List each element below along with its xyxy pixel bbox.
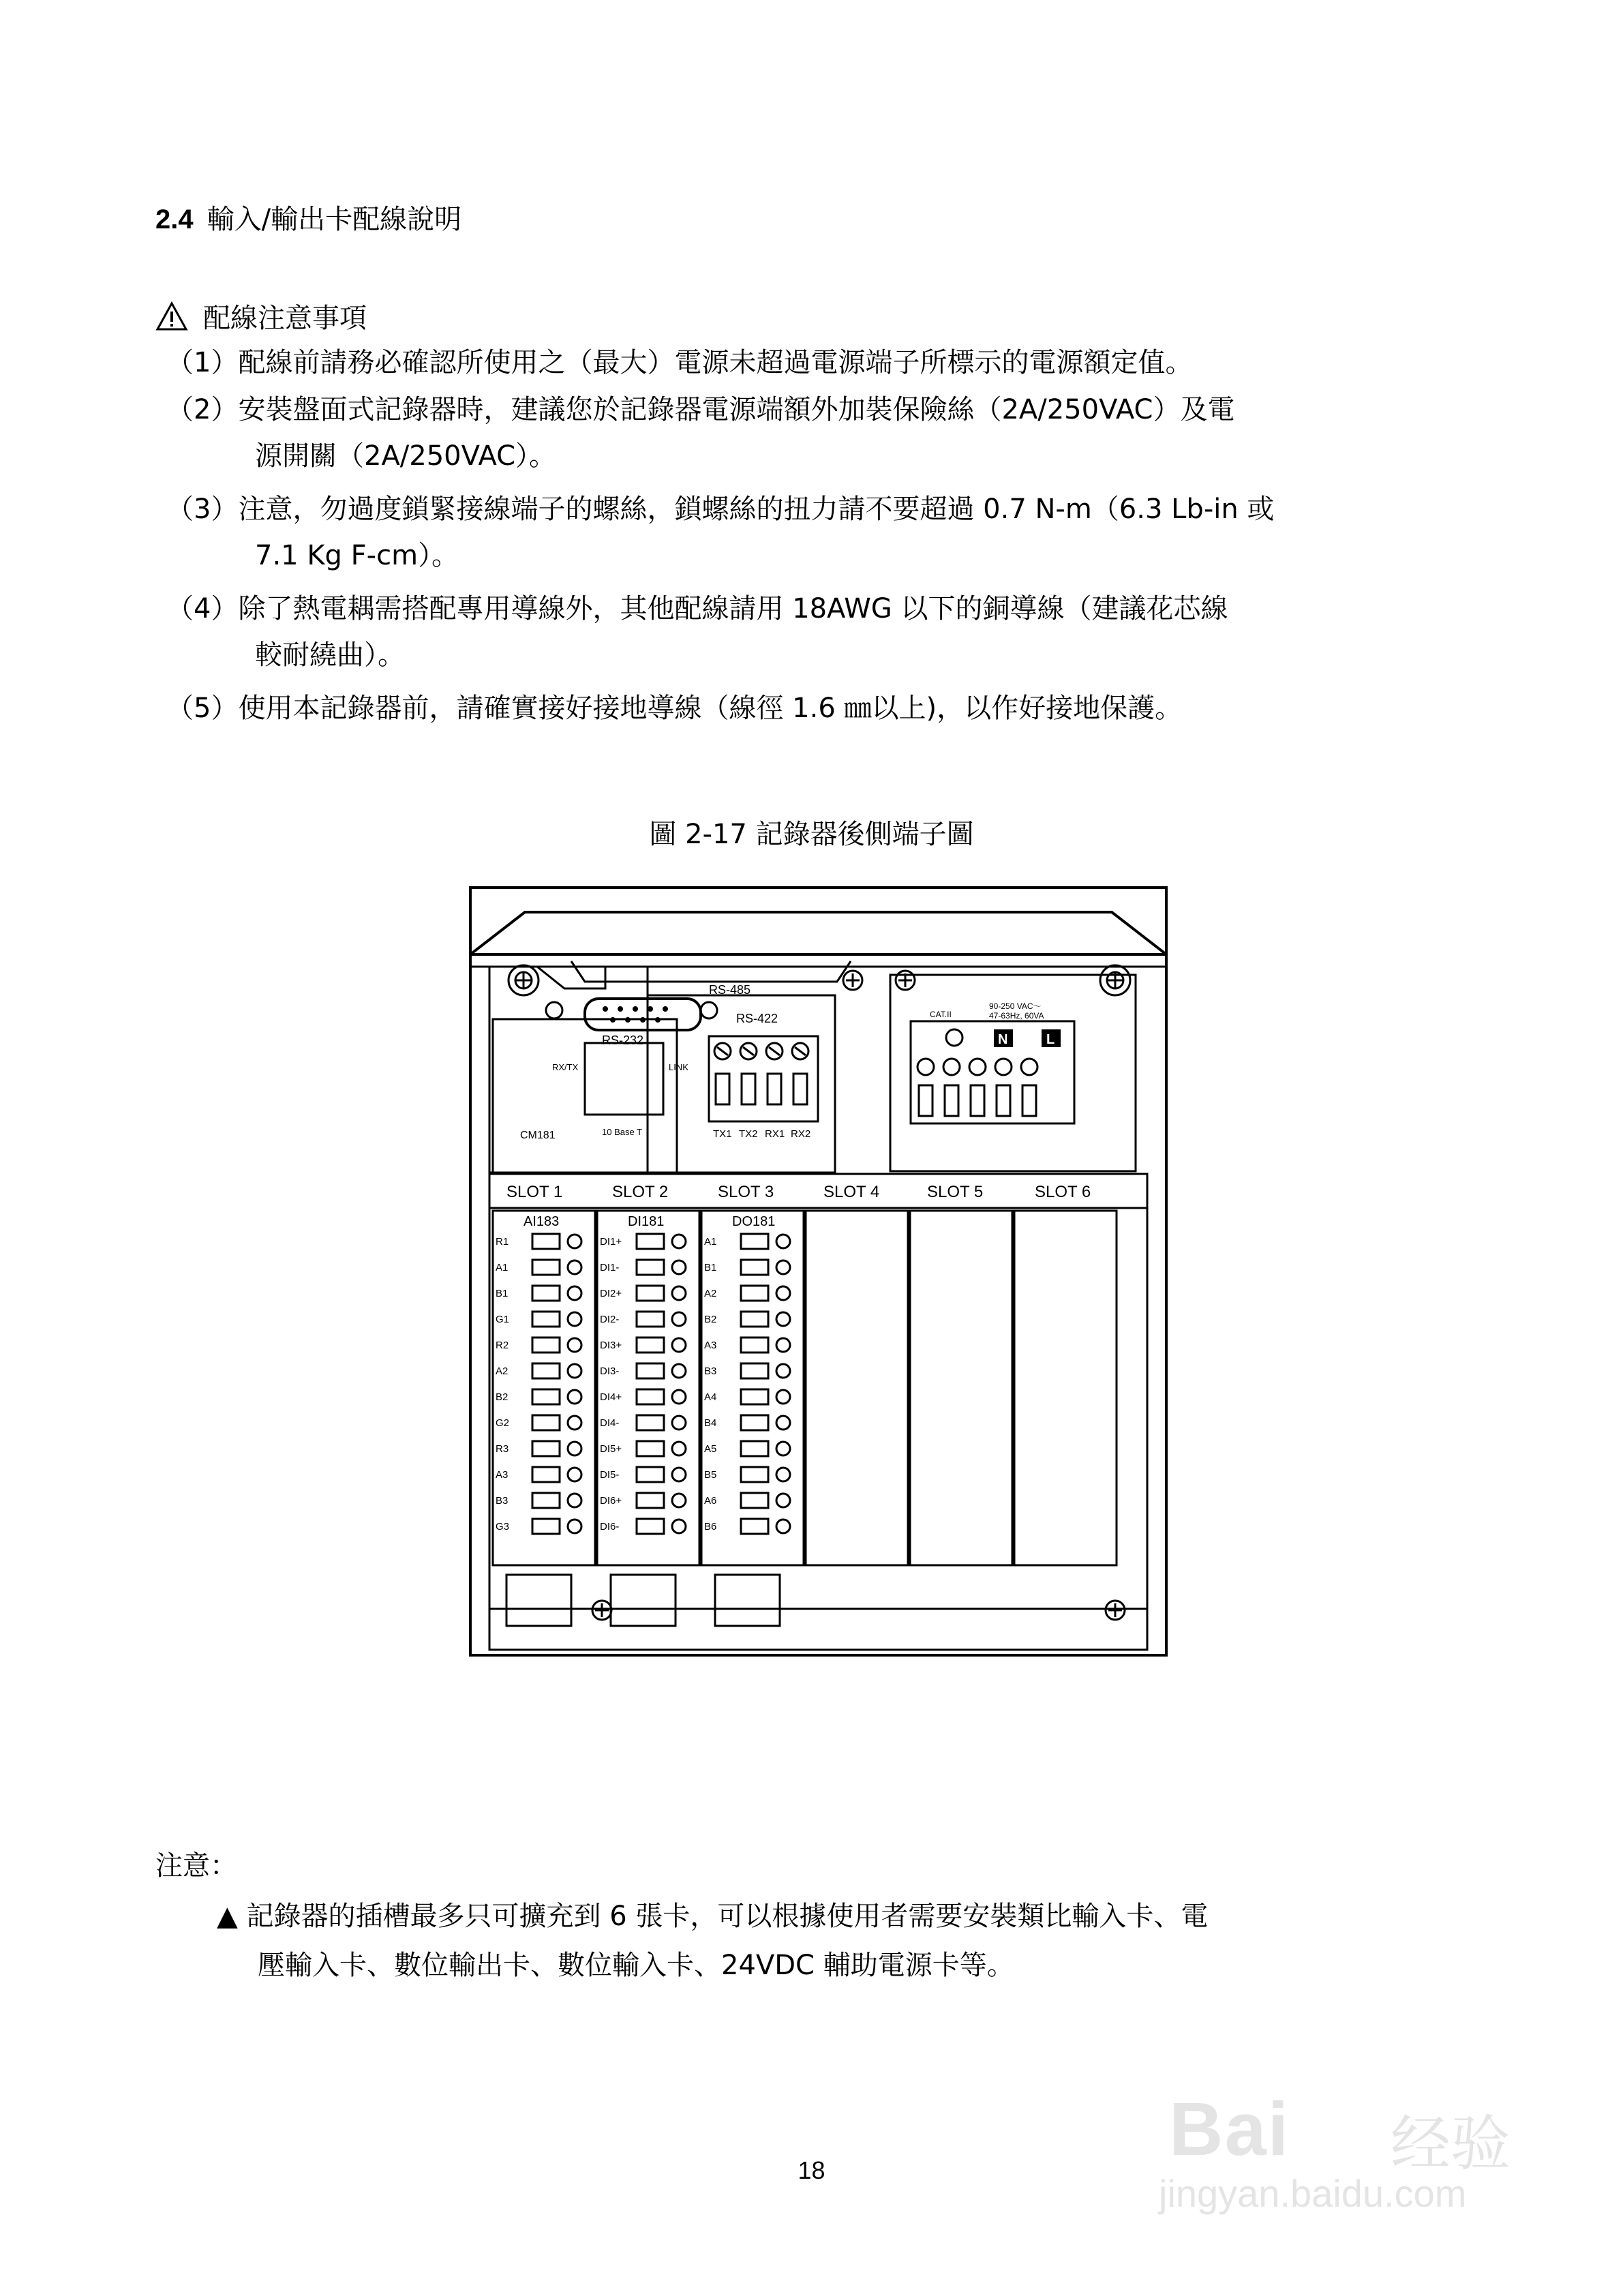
terminal-screw: [776, 1235, 790, 1248]
pin-label: B3: [496, 1495, 509, 1507]
terminal-clamp: [637, 1389, 664, 1404]
terminal-clamp: [741, 1493, 768, 1508]
pin-label: B1: [704, 1262, 717, 1273]
terminal-screw: [672, 1260, 686, 1274]
note-line-2: 壓輸入卡、數位輸出卡、數位輸入卡、24VDC 輔助電源卡等。: [258, 1950, 1014, 1981]
terminal-screw: [776, 1312, 790, 1326]
terminal-screw: [568, 1260, 581, 1274]
wiring-note-continuation: 7.1 Kg F-cm）。: [255, 540, 459, 571]
section-number: 2.4: [155, 205, 194, 235]
terminal-clamp: [637, 1493, 664, 1508]
note-line-1: ▲ 記錄器的插槽最多只可擴充到 6 張卡，可以根據使用者需要安裝類比輸入卡、電: [217, 1901, 1209, 1932]
terminal-clamp: [741, 1338, 768, 1353]
terminal-screw: [568, 1235, 581, 1248]
section-heading: [155, 198, 461, 237]
wiring-note-continuation: 源開關（2A/250VAC）。: [255, 440, 557, 472]
section-title: 輸入/輸出卡配線說明: [207, 204, 462, 235]
terminal-clamp: [637, 1467, 664, 1482]
terminal-screw: [672, 1390, 686, 1404]
terminal-screw: [672, 1312, 686, 1326]
warning-icon: [155, 301, 188, 331]
wiring-note-text: （3）注意，勿過度鎖緊接線端子的螺絲，鎖螺絲的扭力請不要超過 0.7 N-m（6.3 Lb-in 或: [166, 494, 1275, 525]
pin-label: DI3-: [600, 1365, 620, 1377]
terminal-screw: [776, 1442, 790, 1455]
pin-label: B3: [704, 1365, 717, 1377]
terminal-screw: [776, 1494, 790, 1507]
terminal-screw: [568, 1286, 581, 1300]
pin-label: A2: [704, 1288, 717, 1299]
pin-label: A2: [496, 1365, 509, 1377]
note-body: [217, 1892, 1444, 1990]
pin-label: G1: [496, 1314, 510, 1325]
wiring-note-text: （2）安裝盤面式記錄器時，建議您於記錄器電源端額外加裝保險絲（2A/250VAC）及電: [166, 394, 1235, 425]
terminal-clamp: [532, 1467, 560, 1482]
terminal-clamp: [637, 1234, 664, 1249]
terminal-clamp: [532, 1363, 560, 1378]
terminal-clamp: [532, 1441, 560, 1456]
wiring-note-text: （1）配線前請務必確認所使用之（最大）電源未超過電源端子所標示的電源額定值。: [166, 347, 1193, 378]
terminal-screw: [568, 1338, 581, 1352]
terminal-screw: [672, 1442, 686, 1455]
pin-label: DI3+: [600, 1340, 622, 1351]
slot-1-label: SLOT 1: [506, 1183, 563, 1201]
watermark-url: jingyan.baidu.com: [1159, 2172, 1467, 2215]
wiring-note-4: [166, 586, 1407, 678]
terminal-clamp: [532, 1519, 560, 1534]
pin-label: B1: [496, 1288, 509, 1299]
pin-label: G3: [496, 1521, 510, 1532]
card-2-name: DI181: [628, 1214, 665, 1229]
terminal-clamp: [741, 1441, 768, 1456]
terminal-tx2-label: TX2: [739, 1128, 758, 1140]
terminal-screw: [776, 1338, 790, 1352]
terminal-clamp: [637, 1338, 664, 1353]
watermark-brand-cn: 经验: [1391, 2109, 1511, 2179]
rxtx-label: RX/TX: [552, 1062, 579, 1072]
terminal-screw: [672, 1286, 686, 1300]
terminal-clamp: [741, 1519, 768, 1534]
terminal-screw: [672, 1468, 686, 1481]
terminal-clamp: [532, 1389, 560, 1404]
terminal-clamp: [532, 1338, 560, 1353]
pin-label: B4: [704, 1417, 717, 1429]
module-label: CM181: [520, 1130, 556, 1141]
pin-label: A3: [704, 1340, 717, 1351]
terminal-tx1-label: TX1: [713, 1128, 732, 1140]
pin-label: DI5-: [600, 1469, 620, 1481]
power-l-label: L: [1046, 1032, 1055, 1047]
terminal-clamp: [637, 1441, 664, 1456]
wiring-note-text: （4）除了熱電耦需搭配專用導線外，其他配線請用 18AWG 以下的銅導線（建議花芯線: [166, 593, 1228, 624]
power-n-label: N: [998, 1032, 1008, 1047]
terminal-screw: [568, 1494, 581, 1507]
terminal-clamp: [637, 1260, 664, 1275]
terminal-screw: [568, 1390, 581, 1404]
terminal-screw: [672, 1416, 686, 1430]
pin-label: R1: [496, 1236, 509, 1248]
pin-label: A1: [704, 1236, 717, 1248]
terminal-clamp: [741, 1467, 768, 1482]
pin-label: DI2-: [600, 1314, 620, 1325]
page-number: 18: [798, 2156, 825, 2184]
terminal-screw: [672, 1235, 686, 1248]
terminal-clamp: [637, 1286, 664, 1301]
terminal-screw: [568, 1468, 581, 1481]
base-label: 10 Base T: [602, 1127, 643, 1137]
pin-label: DI2+: [600, 1288, 622, 1299]
terminal-clamp: [741, 1363, 768, 1378]
power-spec2-label: 47-63Hz, 60VA: [989, 1011, 1044, 1021]
terminal-screw: [776, 1286, 790, 1300]
terminal-screw: [672, 1364, 686, 1378]
pin-label: DI1+: [600, 1236, 622, 1248]
rear-terminal-diagram: [469, 886, 1168, 1657]
wiring-note-5: [166, 685, 1407, 731]
terminal-screw: [776, 1364, 790, 1378]
terminal-screw: [776, 1520, 790, 1533]
pin-label: DI6+: [600, 1495, 622, 1507]
terminal-clamp: [741, 1260, 768, 1275]
terminal-screw: [568, 1520, 581, 1533]
wiring-notes-title: [155, 297, 367, 335]
pin-label: A1: [496, 1262, 509, 1273]
power-spec1-label: 90-250 VAC～: [989, 1001, 1042, 1011]
pin-label: R2: [496, 1340, 509, 1351]
pin-label: DI4+: [600, 1391, 622, 1403]
power-cat-label: CAT.II: [930, 1010, 952, 1019]
terminal-screw: [568, 1364, 581, 1378]
terminal-clamp: [637, 1312, 664, 1327]
terminal-clamp: [637, 1519, 664, 1534]
terminal-screw: [776, 1390, 790, 1404]
pin-label: A4: [704, 1391, 717, 1403]
wiring-note-2: [166, 387, 1407, 479]
terminal-clamp: [741, 1415, 768, 1430]
terminal-clamp: [741, 1312, 768, 1327]
terminal-screw: [568, 1442, 581, 1455]
terminal-clamp: [532, 1286, 560, 1301]
rs422-label: RS-422: [736, 1012, 778, 1025]
note-title: 注意：: [155, 1850, 237, 1882]
terminal-clamp: [741, 1389, 768, 1404]
pin-label: G2: [496, 1417, 510, 1429]
terminal-screw: [672, 1494, 686, 1507]
terminal-clamp: [532, 1415, 560, 1430]
terminal-rx1-label: RX1: [765, 1128, 785, 1140]
pin-label: B2: [704, 1314, 717, 1325]
terminal-screw: [568, 1312, 581, 1326]
rs485-label: RS-485: [709, 983, 751, 997]
figure-caption: 圖 2-17 記錄器後側端子圖: [649, 819, 974, 850]
terminal-clamp: [637, 1415, 664, 1430]
terminal-clamp: [532, 1234, 560, 1249]
wiring-note-continuation: 較耐繞曲）。: [255, 639, 405, 671]
card-3-name: DO181: [732, 1214, 776, 1229]
pin-label: DI6-: [600, 1521, 620, 1532]
wiring-note-text: （5）使用本記錄器前，請確實接好接地導線（線徑 1.6 ㎜以上)，以作好接地保護。: [166, 693, 1183, 724]
terminal-screw: [568, 1416, 581, 1430]
terminal-screw: [672, 1338, 686, 1352]
wiring-note-3: [166, 486, 1407, 579]
terminal-screw: [672, 1520, 686, 1533]
slot-2-label: SLOT 2: [612, 1183, 669, 1201]
pin-label: B5: [704, 1469, 717, 1481]
slot-6-label: SLOT 6: [1035, 1183, 1091, 1201]
pin-label: DI1-: [600, 1262, 620, 1273]
card-1-name: AI183: [524, 1214, 560, 1229]
pin-label: A3: [496, 1469, 509, 1481]
terminal-screw: [776, 1260, 790, 1274]
pin-label: B6: [704, 1521, 717, 1532]
pin-label: B2: [496, 1391, 509, 1403]
rs232-label: RS-232: [602, 1033, 644, 1047]
wiring-notes-title-text: 配線注意事項: [203, 303, 367, 334]
terminal-clamp: [741, 1286, 768, 1301]
terminal-clamp: [532, 1312, 560, 1327]
terminal-clamp: [741, 1234, 768, 1249]
pin-label: A5: [704, 1443, 717, 1455]
watermark-brand: Bai: [1169, 2087, 1290, 2171]
card-pin-group: [496, 1234, 790, 1534]
terminal-clamp: [532, 1260, 560, 1275]
terminal-rx2-label: RX2: [791, 1128, 811, 1140]
pin-label: A6: [704, 1495, 717, 1507]
terminal-clamp: [637, 1363, 664, 1378]
wiring-note-1: [166, 339, 1407, 386]
slot-5-label: SLOT 5: [927, 1183, 984, 1201]
terminal-screw: [776, 1468, 790, 1481]
pin-label: DI4-: [600, 1417, 620, 1429]
terminal-clamp: [532, 1493, 560, 1508]
pin-label: R3: [496, 1443, 509, 1455]
link-label: LINK: [669, 1062, 688, 1072]
slot-4-label: SLOT 4: [823, 1183, 880, 1201]
slot-3-label: SLOT 3: [718, 1183, 774, 1201]
terminal-screw: [776, 1416, 790, 1430]
pin-label: DI5+: [600, 1443, 622, 1455]
